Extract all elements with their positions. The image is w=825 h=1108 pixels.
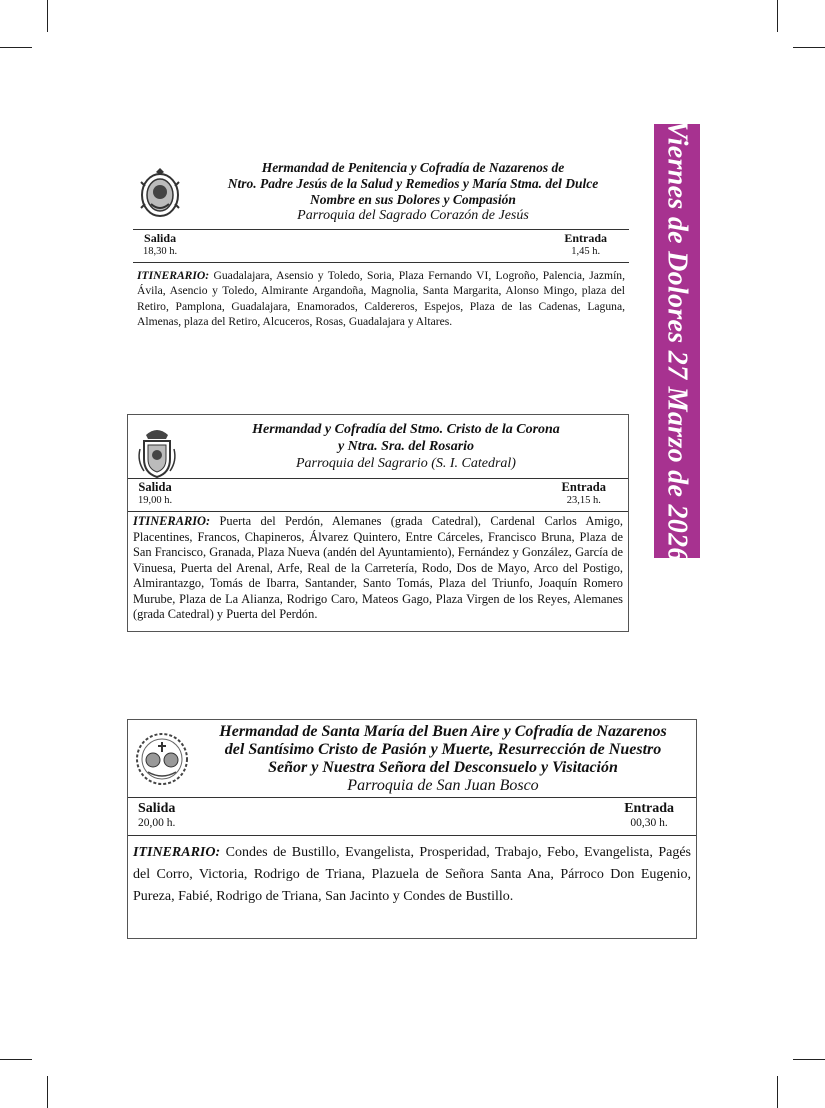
title-line: Hermandad de Penitencia y Cofradía de Nazarenos de <box>261 160 565 175</box>
side-banner-text: Viernes de Dolores 27 Marzo de 2026 <box>662 120 693 562</box>
entrada <box>564 232 607 258</box>
salida-time: 18,30 h. <box>143 246 178 257</box>
entrada-label: Entrada <box>561 480 606 494</box>
entry-header <box>128 720 696 794</box>
brotherhood-entry-2 <box>127 414 629 632</box>
itinerary-text: Condes de Bustillo, Evangelista, Prosperidad, Trabajo, Febo, Evangelista, Pagés del Corro, Victoria, Rodrigo de Triana, Plazuela de Señora Santa Ana, Párroco Don Eugenio, Pureza, Fabié, Rodrigo de Triana, San Jacinto y Condes de Bustillo. <box>133 845 691 904</box>
entrada-time: 1,45 h. <box>571 246 601 257</box>
brotherhood-entry-3 <box>127 719 697 939</box>
parish-name: Parroquia de San Juan Bosco <box>347 777 539 794</box>
entrada-label: Entrada <box>564 231 607 245</box>
title-line: Ntro. Padre Jesús de la Salud y Remedios y María Stma. del Dulce <box>227 176 599 191</box>
salida <box>143 232 177 258</box>
entrada-label: Entrada <box>624 801 674 816</box>
itinerary-label: ITINERARIO: <box>133 514 211 528</box>
title-line: Hermandad de Santa María del Buen Aire y Cofradía de Nazarenos <box>219 723 667 740</box>
parish-name: Parroquia del Sagrado Corazón de Jesús <box>297 208 529 223</box>
brotherhood-entry-1 <box>133 160 629 330</box>
coat-of-arms-icon <box>137 166 183 218</box>
itinerary <box>133 263 629 330</box>
salida <box>138 801 175 831</box>
crop-mark <box>0 1059 32 1060</box>
entrada <box>562 481 606 507</box>
salida-label: Salida <box>138 801 176 816</box>
salida-time: 20,00 h. <box>138 817 176 829</box>
title-line: Hermandad y Cofradía del Stmo. Cristo de la Corona <box>252 422 560 437</box>
entrada <box>624 801 674 831</box>
crop-mark <box>777 0 778 32</box>
entry-title <box>184 415 628 455</box>
salida <box>138 481 172 507</box>
crop-mark <box>793 47 825 48</box>
side-banner <box>654 120 700 562</box>
title-line: y Ntra. Sra. del Rosario <box>337 439 475 454</box>
crop-mark <box>47 0 48 32</box>
itinerary-label: ITINERARIO: <box>137 269 210 282</box>
entry-title <box>197 160 629 208</box>
itinerary-text: Guadalajara, Asensio y Toledo, Soria, Plaza Fernando VI, Logroño, Palencia, Jazmín, Ávila, Asencio y Toledo, Almirante Argandoña, Magnolia, Santa Margarita, Alonso Mingo, plaza del Retiro, Pamplona, Guadalajara, Enamorados, Caldereros, Espejos, Plaza de las Cadenas, Laguna, Almenas, plaza del Retiro, Alcuceros, Rosas, Guadalajara y Altares. <box>137 269 625 329</box>
entry-header <box>128 415 628 472</box>
crop-mark <box>793 1059 825 1060</box>
crop-mark <box>0 47 32 48</box>
entrada-time: 23,15 h. <box>566 495 601 506</box>
schedule <box>128 798 696 831</box>
itinerary-text: Puerta del Perdón, Alemanes (grada Catedral), Cardenal Carlos Amigo, Placentines, Francos, Chapineros, Álvarez Quintero, Entre Cárceles, Francisco Bruna, Plaza de San Francisco, Granada, Plaza Nueva (andén del Ayuntamiento), Fernández y González, García de Vinuesa, Puerta del Arenal, Arfe, Real de la Carretería, Rodo, Dos de Mayo, Arco del Postigo, Almirantazgo, Tomás de Ibarra, Santander, Santo Tomás, Plaza del Triunfo, Joaquín Romero Murube, Plaza de La Alianza, Rodrigo Caro, Mateos Gago, Plaza Virgen de los Reyes, Alemanes (grada Catedral) y Puerta del Perdón. <box>133 514 623 621</box>
title-line: Señor y Nuestra Señora del Desconsuelo y Visitación <box>268 759 618 776</box>
schedule <box>133 230 629 258</box>
title-line: Nombre en sus Dolores y Compasión <box>310 192 516 207</box>
crown-of-thorns-icon <box>134 730 190 788</box>
crop-mark <box>777 1076 778 1108</box>
salida-time: 19,00 h. <box>138 495 173 506</box>
crop-mark <box>47 1076 48 1108</box>
salida-label: Salida <box>144 231 177 245</box>
coat-of-arms-icon <box>136 427 178 479</box>
parish-name: Parroquia del Sagrario (S. I. Catedral) <box>296 456 516 471</box>
itinerary <box>128 836 696 908</box>
entry-title <box>190 720 696 777</box>
entry-header <box>133 160 629 224</box>
itinerary-label: ITINERARIO: <box>133 845 221 860</box>
salida-label: Salida <box>138 480 172 494</box>
title-line: del Santísimo Cristo de Pasión y Muerte, Resurrección de Nuestro <box>224 741 662 758</box>
entrada-time: 00,30 h. <box>630 817 668 829</box>
schedule <box>128 479 628 507</box>
itinerary <box>128 512 628 623</box>
